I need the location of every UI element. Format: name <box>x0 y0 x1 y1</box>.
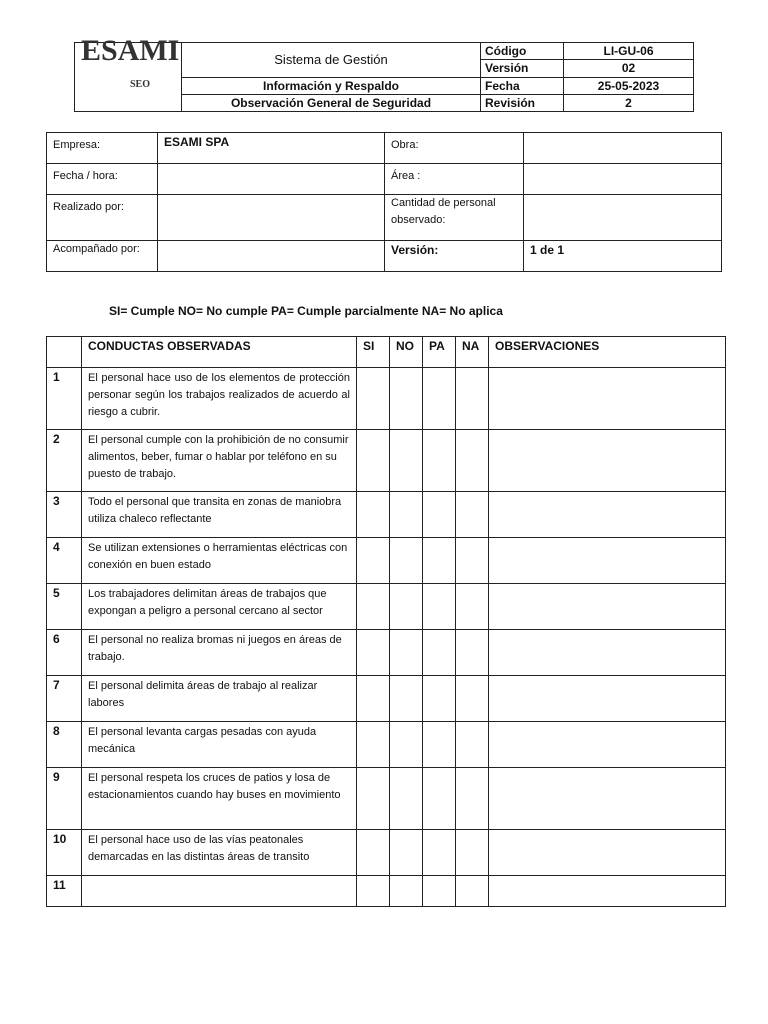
table-row <box>47 630 726 676</box>
pa-checkbox-cell[interactable] <box>423 492 456 538</box>
na-checkbox-cell[interactable] <box>456 768 489 830</box>
info-table <box>46 132 722 272</box>
observaciones-cell[interactable] <box>489 830 726 876</box>
conductas-header: CONDUCTAS OBSERVADAS <box>82 337 357 368</box>
row-number: 9 <box>47 768 82 830</box>
no-checkbox-cell[interactable] <box>390 830 423 876</box>
realizado-label: Realizado por: <box>47 195 158 241</box>
table-row <box>47 492 726 538</box>
no-checkbox-cell[interactable] <box>390 368 423 430</box>
pa-header: PA <box>423 337 456 368</box>
fecha-label: Fecha / hora: <box>47 164 158 195</box>
observaciones-cell[interactable] <box>489 676 726 722</box>
no-checkbox-cell[interactable] <box>390 430 423 492</box>
na-checkbox-cell[interactable] <box>456 876 489 907</box>
conducta-text: El personal respeta los cruces de patios y losa de estacionamientos cuando hay buses en movimiento <box>82 768 357 830</box>
conducta-text: El personal hace uso de los elementos de protección personar según los trabajos realizados de acuerdo al riesgo a cubrir. <box>82 368 357 430</box>
na-checkbox-cell[interactable] <box>456 676 489 722</box>
table-row <box>47 538 726 584</box>
observaciones-cell[interactable] <box>489 768 726 830</box>
date-label: Fecha <box>481 77 564 94</box>
area-label: Área : <box>385 164 524 195</box>
empresa-field[interactable]: ESAMI SPA <box>158 133 385 164</box>
pa-checkbox-cell[interactable] <box>423 876 456 907</box>
observaciones-cell[interactable] <box>489 538 726 584</box>
row-number: 10 <box>47 830 82 876</box>
info-title: Información y Respaldo <box>182 77 481 94</box>
area-field[interactable] <box>524 164 722 195</box>
pa-checkbox-cell[interactable] <box>423 430 456 492</box>
realizado-field[interactable] <box>158 195 385 241</box>
si-checkbox-cell[interactable] <box>357 630 390 676</box>
no-checkbox-cell[interactable] <box>390 722 423 768</box>
si-checkbox-cell[interactable] <box>357 368 390 430</box>
row-number: 5 <box>47 584 82 630</box>
na-checkbox-cell[interactable] <box>456 630 489 676</box>
na-checkbox-cell[interactable] <box>456 722 489 768</box>
si-checkbox-cell[interactable] <box>357 538 390 584</box>
legend: SI= Cumple NO= No cumple PA= Cumple parcialmente NA= No aplica <box>109 304 503 318</box>
pa-checkbox-cell[interactable] <box>423 584 456 630</box>
si-checkbox-cell[interactable] <box>357 492 390 538</box>
empresa-label: Empresa: <box>47 133 158 164</box>
pa-checkbox-cell[interactable] <box>423 830 456 876</box>
pa-checkbox-cell[interactable] <box>423 676 456 722</box>
revision-label: Revisión <box>481 94 564 111</box>
num-header <box>47 337 82 368</box>
no-checkbox-cell[interactable] <box>390 538 423 584</box>
table-row <box>47 876 726 907</box>
row-number: 11 <box>47 876 82 907</box>
row-number: 4 <box>47 538 82 584</box>
code-label: Código <box>481 43 564 60</box>
version-label: Versión <box>481 60 564 77</box>
na-checkbox-cell[interactable] <box>456 430 489 492</box>
cantidad-label: Cantidad de personal observado: <box>385 195 524 241</box>
observaciones-header: OBSERVACIONES <box>489 337 726 368</box>
logo-cell <box>75 34 182 112</box>
na-checkbox-cell[interactable] <box>456 368 489 430</box>
info-version-label: Versión: <box>385 241 524 272</box>
observaciones-cell[interactable] <box>489 492 726 538</box>
info-version-value: 1 de 1 <box>524 241 722 272</box>
si-checkbox-cell[interactable] <box>357 584 390 630</box>
date-value: 25-05-2023 <box>564 77 694 94</box>
pa-checkbox-cell[interactable] <box>423 768 456 830</box>
si-checkbox-cell[interactable] <box>357 768 390 830</box>
observaciones-cell[interactable] <box>489 368 726 430</box>
row-number: 6 <box>47 630 82 676</box>
pa-checkbox-cell[interactable] <box>423 630 456 676</box>
company-logo <box>75 34 180 111</box>
conducta-text: Todo el personal que transita en zonas de maniobra utiliza chaleco reflectante <box>82 492 357 538</box>
conducta-text: Los trabajadores delimitan áreas de trabajos que expongan a peligro a personal cercano al sector <box>82 584 357 630</box>
no-checkbox-cell[interactable] <box>390 876 423 907</box>
acompanado-field[interactable] <box>158 241 385 272</box>
observaciones-cell[interactable] <box>489 876 726 907</box>
si-checkbox-cell[interactable] <box>357 830 390 876</box>
no-checkbox-cell[interactable] <box>390 492 423 538</box>
logo-text: ESAMI <box>81 34 180 67</box>
conducta-text: El personal no realiza bromas ni juegos en áreas de trabajo. <box>82 630 357 676</box>
observaciones-cell[interactable] <box>489 722 726 768</box>
table-row <box>47 676 726 722</box>
table-row <box>47 830 726 876</box>
conducta-text: El personal cumple con la prohibición de no consumir alimentos, beber, fumar o hablar por teléfono en su puesto de trabajo. <box>82 430 357 492</box>
na-checkbox-cell[interactable] <box>456 584 489 630</box>
si-checkbox-cell[interactable] <box>357 676 390 722</box>
no-header: NO <box>390 337 423 368</box>
table-row <box>47 768 726 830</box>
pa-checkbox-cell[interactable] <box>423 538 456 584</box>
no-checkbox-cell[interactable] <box>390 676 423 722</box>
cantidad-field[interactable] <box>524 195 722 241</box>
si-header: SI <box>357 337 390 368</box>
code-value: LI-GU-06 <box>564 43 694 60</box>
pa-checkbox-cell[interactable] <box>423 722 456 768</box>
row-number: 3 <box>47 492 82 538</box>
table-row <box>47 584 726 630</box>
logo-sub: SEO <box>130 79 151 90</box>
system-title: Sistema de Gestión <box>182 43 481 78</box>
checklist-table <box>46 336 726 907</box>
doc-title: Observación General de Seguridad <box>182 94 481 111</box>
si-checkbox-cell[interactable] <box>357 430 390 492</box>
checklist-header-row <box>47 337 726 368</box>
obra-label: Obra: <box>385 133 524 164</box>
document-header <box>74 34 694 112</box>
no-checkbox-cell[interactable] <box>390 768 423 830</box>
observaciones-cell[interactable] <box>489 630 726 676</box>
observaciones-cell[interactable] <box>489 430 726 492</box>
na-header: NA <box>456 337 489 368</box>
obra-field[interactable] <box>524 133 722 164</box>
observaciones-cell[interactable] <box>489 584 726 630</box>
no-checkbox-cell[interactable] <box>390 630 423 676</box>
table-row <box>47 368 726 430</box>
na-checkbox-cell[interactable] <box>456 538 489 584</box>
table-row <box>47 430 726 492</box>
si-checkbox-cell[interactable] <box>357 876 390 907</box>
no-checkbox-cell[interactable] <box>390 584 423 630</box>
row-number: 1 <box>47 368 82 430</box>
conducta-text: El personal levanta cargas pesadas con ayuda mecánica <box>82 722 357 768</box>
pa-checkbox-cell[interactable] <box>423 368 456 430</box>
fecha-field[interactable] <box>158 164 385 195</box>
si-checkbox-cell[interactable] <box>357 722 390 768</box>
version-value: 02 <box>564 60 694 77</box>
conducta-text <box>82 876 357 907</box>
table-row <box>47 722 726 768</box>
row-number: 2 <box>47 430 82 492</box>
conducta-text: El personal hace uso de las vías peatonales demarcadas en las distintas áreas de transito <box>82 830 357 876</box>
conducta-text: Se utilizan extensiones o herramientas eléctricas con conexión en buen estado <box>82 538 357 584</box>
revision-value: 2 <box>564 94 694 111</box>
row-number: 8 <box>47 722 82 768</box>
na-checkbox-cell[interactable] <box>456 492 489 538</box>
na-checkbox-cell[interactable] <box>456 830 489 876</box>
conducta-text: El personal delimita áreas de trabajo al realizar labores <box>82 676 357 722</box>
row-number: 7 <box>47 676 82 722</box>
acompanado-label: Acompañado por: <box>47 241 158 272</box>
